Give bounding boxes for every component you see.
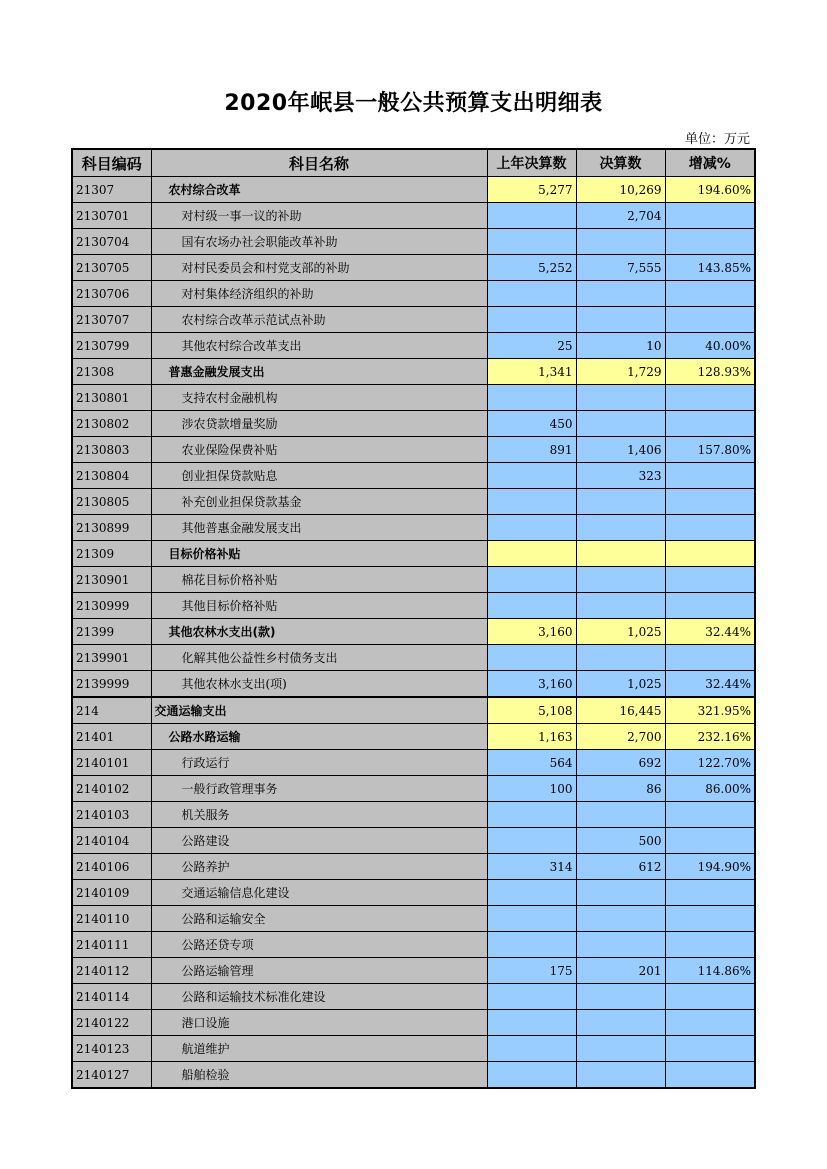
row-prev-year-value [487,645,576,671]
row-code: 2130706 [72,281,151,307]
row-code: 2140111 [72,932,151,958]
row-final-value: 612 [576,854,665,880]
row-final-value: 201 [576,958,665,984]
row-code: 2140103 [72,802,151,828]
row-name: 船舶检验 [151,1062,487,1089]
row-change-percent [665,515,755,541]
row-code: 2130801 [72,385,151,411]
row-prev-year-value [487,906,576,932]
row-final-value [576,411,665,437]
row-name: 化解其他公益性乡村债务支出 [151,645,487,671]
row-prev-year-value: 5,277 [487,177,576,203]
row-change-percent: 40.00% [665,333,755,359]
row-name: 公路水路运输 [151,724,487,750]
row-change-percent [665,229,755,255]
row-name: 棉花目标价格补贴 [151,567,487,593]
row-prev-year-value [487,1062,576,1089]
row-final-value [576,1010,665,1036]
row-prev-year-value: 25 [487,333,576,359]
table-row [72,1010,755,1036]
row-code: 2130803 [72,437,151,463]
row-final-value: 1,025 [576,671,665,698]
row-code: 21309 [72,541,151,567]
row-prev-year-value: 3,160 [487,671,576,698]
row-code: 2140122 [72,1010,151,1036]
row-prev-year-value: 1,341 [487,359,576,385]
row-prev-year-value [487,880,576,906]
budget-table [71,148,756,1089]
row-change-percent: 86.00% [665,776,755,802]
row-prev-year-value [487,802,576,828]
row-name: 公路运输管理 [151,958,487,984]
table-row [72,932,755,958]
table-row [72,515,755,541]
table-row [72,307,755,333]
row-code: 2130705 [72,255,151,281]
table-row [72,671,755,698]
row-name: 其他农村综合改革支出 [151,333,487,359]
row-change-percent: 232.16% [665,724,755,750]
row-prev-year-value [487,567,576,593]
row-name: 一般行政管理事务 [151,776,487,802]
row-name: 创业担保贷款贴息 [151,463,487,489]
row-code: 2140101 [72,750,151,776]
row-final-value [576,645,665,671]
row-final-value [576,1036,665,1062]
row-code: 2139999 [72,671,151,698]
row-name: 对村民委员会和村党支部的补助 [151,255,487,281]
table-row [72,541,755,567]
row-code: 2130804 [72,463,151,489]
row-name: 目标价格补贴 [151,541,487,567]
row-name: 交通运输支出 [151,697,487,724]
table-row [72,906,755,932]
row-change-percent [665,906,755,932]
row-change-percent: 32.44% [665,619,755,645]
row-code: 2140104 [72,828,151,854]
row-prev-year-value: 1,163 [487,724,576,750]
row-code: 21399 [72,619,151,645]
row-final-value: 10 [576,333,665,359]
table-row [72,385,755,411]
row-prev-year-value [487,932,576,958]
table-row [72,697,755,724]
row-code: 2140102 [72,776,151,802]
row-change-percent [665,1036,755,1062]
table-row [72,1062,755,1089]
row-change-percent: 32.44% [665,671,755,698]
row-code: 2130707 [72,307,151,333]
row-final-value [576,984,665,1010]
row-change-percent [665,567,755,593]
table-row [72,177,755,203]
header-change: 增减% [665,149,755,177]
table-row [72,802,755,828]
table-row [72,567,755,593]
row-change-percent [665,411,755,437]
row-change-percent [665,489,755,515]
row-final-value [576,802,665,828]
table-row [72,359,755,385]
row-final-value [576,593,665,619]
row-name: 涉农贷款增量奖励 [151,411,487,437]
row-prev-year-value: 891 [487,437,576,463]
row-final-value: 2,704 [576,203,665,229]
row-final-value: 10,269 [576,177,665,203]
row-final-value: 1,406 [576,437,665,463]
row-change-percent [665,593,755,619]
table-row [72,1036,755,1062]
row-name: 公路和运输安全 [151,906,487,932]
table-row [72,437,755,463]
row-name: 机关服务 [151,802,487,828]
row-change-percent: 114.86% [665,958,755,984]
row-final-value: 1,025 [576,619,665,645]
row-prev-year-value [487,307,576,333]
row-code: 2140123 [72,1036,151,1062]
table-row [72,281,755,307]
row-name: 公路和运输技术标准化建设 [151,984,487,1010]
row-final-value [576,489,665,515]
header-prev-year: 上年决算数 [487,149,576,177]
row-name: 航道维护 [151,1036,487,1062]
row-final-value: 1,729 [576,359,665,385]
row-name: 公路养护 [151,854,487,880]
row-prev-year-value [487,385,576,411]
row-prev-year-value [487,229,576,255]
table-row [72,229,755,255]
row-final-value [576,880,665,906]
row-final-value: 692 [576,750,665,776]
row-change-percent: 157.80% [665,437,755,463]
row-code: 2140112 [72,958,151,984]
row-code: 2130999 [72,593,151,619]
row-change-percent [665,281,755,307]
row-prev-year-value [487,541,576,567]
row-change-percent: 128.93% [665,359,755,385]
row-code: 2130899 [72,515,151,541]
row-name: 对村集体经济组织的补助 [151,281,487,307]
row-change-percent: 321.95% [665,697,755,724]
row-name: 对村级一事一议的补助 [151,203,487,229]
row-final-value [576,541,665,567]
row-prev-year-value [487,515,576,541]
row-change-percent: 194.90% [665,854,755,880]
table-row [72,489,755,515]
row-final-value: 7,555 [576,255,665,281]
row-code: 2130701 [72,203,151,229]
row-name: 农业保险保费补贴 [151,437,487,463]
row-code: 21401 [72,724,151,750]
header-code: 科目编码 [72,149,151,177]
row-name: 其他农林水支出(款) [151,619,487,645]
row-code: 2140110 [72,906,151,932]
row-change-percent [665,984,755,1010]
row-name: 公路建设 [151,828,487,854]
row-prev-year-value: 564 [487,750,576,776]
row-change-percent [665,1062,755,1089]
row-name: 其他农林水支出(项) [151,671,487,698]
row-prev-year-value [487,281,576,307]
row-prev-year-value [487,984,576,1010]
row-prev-year-value [487,203,576,229]
row-change-percent [665,828,755,854]
row-prev-year-value: 100 [487,776,576,802]
row-change-percent [665,880,755,906]
row-name: 补充创业担保贷款基金 [151,489,487,515]
row-final-value [576,932,665,958]
row-prev-year-value [487,489,576,515]
row-code: 2140106 [72,854,151,880]
row-change-percent [665,203,755,229]
table-row [72,411,755,437]
row-change-percent [665,463,755,489]
row-final-value [576,307,665,333]
row-prev-year-value: 314 [487,854,576,880]
row-code: 214 [72,697,151,724]
row-change-percent [665,932,755,958]
page-title: 2020年岷县一般公共预算支出明细表 [224,91,603,116]
row-change-percent: 194.60% [665,177,755,203]
row-code: 2130805 [72,489,151,515]
table-row [72,593,755,619]
table-row [72,776,755,802]
table-row [72,958,755,984]
row-code: 21307 [72,177,151,203]
row-final-value [576,1062,665,1089]
row-final-value [576,567,665,593]
row-name: 其他普惠金融发展支出 [151,515,487,541]
row-final-value [576,229,665,255]
row-code: 2130802 [72,411,151,437]
row-name: 其他目标价格补贴 [151,593,487,619]
table-row [72,619,755,645]
header-row [72,149,755,177]
row-final-value [576,385,665,411]
row-final-value: 323 [576,463,665,489]
table-row [72,880,755,906]
row-prev-year-value [487,463,576,489]
row-code: 2139901 [72,645,151,671]
unit-label: 单位：万元 [684,132,750,147]
header-name: 科目名称 [151,149,487,177]
row-change-percent [665,1010,755,1036]
row-name: 港口设施 [151,1010,487,1036]
row-name: 公路还贷专项 [151,932,487,958]
row-code: 2140114 [72,984,151,1010]
table-row [72,463,755,489]
row-name: 行政运行 [151,750,487,776]
row-change-percent [665,541,755,567]
row-final-value [576,281,665,307]
row-change-percent: 122.70% [665,750,755,776]
row-prev-year-value: 175 [487,958,576,984]
table-row [72,333,755,359]
row-final-value [576,906,665,932]
row-prev-year-value [487,1010,576,1036]
row-name: 农村综合改革 [151,177,487,203]
row-change-percent [665,385,755,411]
row-prev-year-value [487,828,576,854]
row-change-percent: 143.85% [665,255,755,281]
row-code: 2130704 [72,229,151,255]
header-final: 决算数 [576,149,665,177]
row-final-value: 500 [576,828,665,854]
row-name: 交通运输信息化建设 [151,880,487,906]
row-code: 2140127 [72,1062,151,1089]
row-change-percent [665,307,755,333]
table-row [72,645,755,671]
row-prev-year-value [487,593,576,619]
row-change-percent [665,645,755,671]
row-prev-year-value: 450 [487,411,576,437]
row-code: 2130799 [72,333,151,359]
table-row [72,854,755,880]
row-final-value [576,515,665,541]
row-prev-year-value: 3,160 [487,619,576,645]
row-change-percent [665,802,755,828]
row-code: 2130901 [72,567,151,593]
row-prev-year-value [487,1036,576,1062]
row-code: 2140109 [72,880,151,906]
row-prev-year-value: 5,252 [487,255,576,281]
row-name: 支持农村金融机构 [151,385,487,411]
row-name: 普惠金融发展支出 [151,359,487,385]
row-code: 21308 [72,359,151,385]
row-prev-year-value: 5,108 [487,697,576,724]
table-row [72,203,755,229]
row-final-value: 16,445 [576,697,665,724]
table-row [72,724,755,750]
table-row [72,750,755,776]
table-row [72,984,755,1010]
row-name: 国有农场办社会职能改革补助 [151,229,487,255]
row-final-value: 2,700 [576,724,665,750]
row-name: 农村综合改革示范试点补助 [151,307,487,333]
row-final-value: 86 [576,776,665,802]
table-row [72,828,755,854]
table-row [72,255,755,281]
